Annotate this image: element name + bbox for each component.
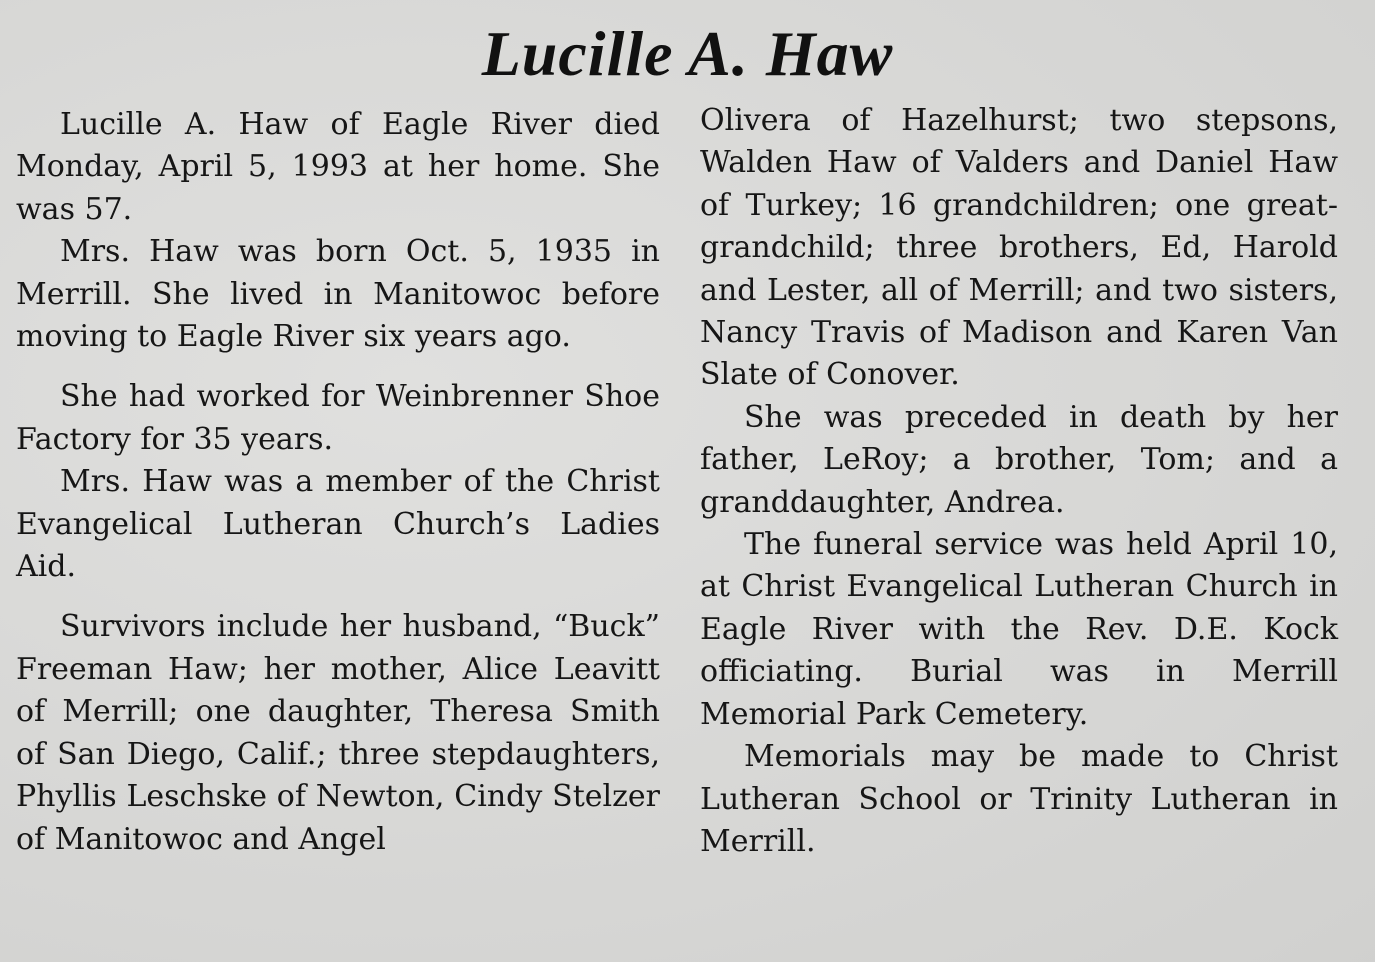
paragraph-survivors: Survivors include her husband, “Buck” Freeman Haw; her mother, Alice Leavitt of Merrill; one daughter, Theresa Smith of San Diego, Calif.; three stepdaughters, Phyllis Leschske of Newton, Cindy Stelzer of Manitowoc and Angel xyxy=(16,609,660,857)
paragraph-preceded-in-death: She was preceded in death by her father, LeRoy; a brother, Tom; and a granddaughter, Andrea. xyxy=(700,399,1338,520)
paragraph-death-notice: Lucille A. Haw of Eagle River died Monday, April 5, 1993 at her home. She was 57. xyxy=(16,107,660,227)
paragraph-memorials: Memorials may be made to Christ Lutheran School or Trinity Lutheran in Merrill. xyxy=(700,739,1338,859)
left-column xyxy=(16,104,660,861)
paragraph-survivors-continued: Olivera of Hazelhurst; two stepsons, Walden Haw of Valders and Daniel Haw of Turkey; 16 grandchildren; one great-grandchild; three brothers, Ed, Harold and Lester, all of Merrill; and two sisters, Nancy Travis of Madison and Karen Van Slate of Conover. xyxy=(700,103,1338,393)
right-column xyxy=(700,100,1338,863)
paragraph-birth-residence: Mrs. Haw was born Oct. 5, 1935 in Merrill. She lived in Manitowoc before moving to Eagle River six years ago. xyxy=(16,234,660,355)
obituary-headline: Lucille A. Haw xyxy=(481,18,894,89)
paragraph-funeral-service: The funeral service was held April 10, at Christ Evangelical Lutheran Church in Eagle River with the Rev. D.E. Kock officiating. Burial was in Merrill Memorial Park Cemetery. xyxy=(700,527,1338,732)
paragraph-employment: She had worked for Weinbrenner Shoe Factory for 35 years. xyxy=(16,379,660,457)
paragraph-membership: Mrs. Haw was a member of the Christ Evangelical Lutheran Church’s Ladies Aid. xyxy=(16,464,660,585)
